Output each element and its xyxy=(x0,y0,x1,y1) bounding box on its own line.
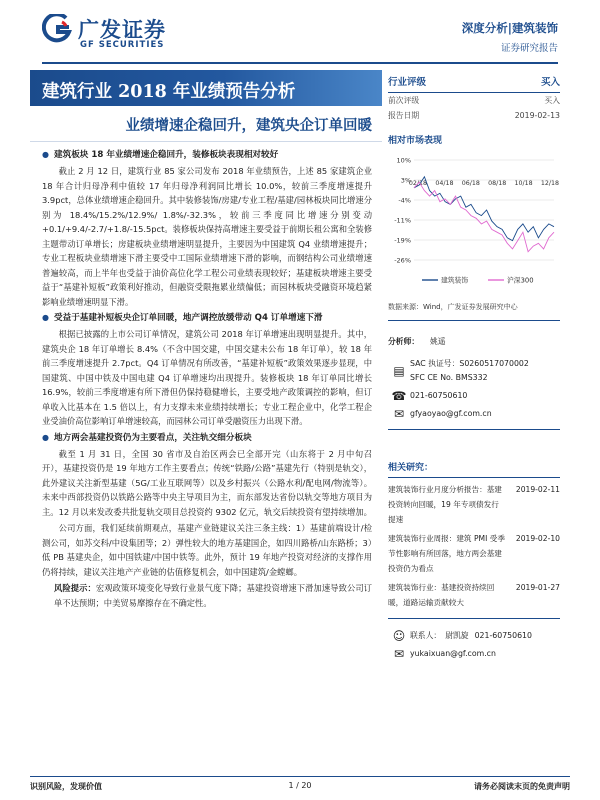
phone-icon: ☎ xyxy=(391,389,407,403)
report-date-label: 报告日期 xyxy=(388,111,420,120)
analyst-sac: SAC 执证号：S0260517070002 xyxy=(410,359,529,368)
paragraph-4: 公司方面，我们延续前期观点，基建产业链建议关注三条主线：1）基建前端设计/检测公司，如苏交科/中设集团等；2）弹性较大的地方基建国企，如四川路桥/山东路桥；3）低 PB 基建央企，如中国铁建/中国中铁等。此外，预计 19 年地产投资对经济的支撑作用仍将持续，建议关注地产产业链的估值修复机会，如中国建筑/金螳螂。 xyxy=(42,523,372,577)
related-item-date: 2019-02-10 xyxy=(515,534,560,543)
legend-label: 建筑装饰 xyxy=(441,276,469,285)
prev-rating-label: 前次评级 xyxy=(388,96,420,105)
paragraph-1: 截止 2 月 12 日，建筑行业 85 家公司发布 2018 年业绩预告，上述 85 家建筑企业 18 年合计归母净利中值较 17 年归母净利润同比增长 10.0%，较前三季度增速提升 3.9pct，总体业绩增速企稳回升。其中装修装饰/房建/专业工程/基建/园林板块同比增速分别为 18.4%/15.2%/12.9%/ 1.8%/-32.3%，较前三季度同比增速分别变动+0.1/+9.4/-2.7/+1.8/-15.5pct。装修板块保持高增速主要受益于前期长租公寓和全装修主题带动订单增长；房建板块业绩增速明显提升，主要因为中国建筑 Q4 业绩增速提升；专业工程板块业绩增速下滑主要受中工国际业绩增速下滑的影响，而钢结构公司业绩增速普遍较高，而上半年也受益于油价高位化学工程公司业绩表现较好；基建板块增速主要受益于“基建补短板”政策利好推动，但融资受限拖累业绩偏低；而园林板块受融资环境趋紧影响业绩增速明显下滑。 xyxy=(42,166,372,307)
key-point-1: ● 建筑板块 18 年业绩增速企稳回升，装修板块表现相对较好 xyxy=(42,148,372,162)
market-chart-svg xyxy=(388,152,560,298)
contact-email[interactable]: yukaixuan@gf.com.cn xyxy=(410,649,496,658)
related-item[interactable] xyxy=(388,482,560,527)
x-tick-label: 02/18 xyxy=(408,179,428,187)
page-number: 1 / 20 xyxy=(288,781,312,790)
risk-paragraph xyxy=(42,581,372,610)
analyst-email[interactable]: gfyaoyao@gf.com.cn xyxy=(410,409,492,418)
prev-rating-value: 买入 xyxy=(544,96,560,105)
page-title: 建筑行业 2018 年业绩预告分析 xyxy=(42,82,296,102)
y-tick-label: -11% xyxy=(394,216,411,225)
report-date-value: 2019-02-13 xyxy=(514,111,560,120)
x-tick-label: 04/18 xyxy=(435,179,454,187)
market-performance-title: 相对市场表现 xyxy=(388,136,443,146)
report-type: 证券研究报告 xyxy=(500,43,558,54)
rating-label: 行业评级 xyxy=(388,77,427,88)
prev-rating-row xyxy=(388,93,560,108)
footer-slogan: 识别风险，发现价值 xyxy=(30,782,102,791)
y-tick-label: 3% xyxy=(400,176,411,185)
contact-name: 尉凯旋 xyxy=(445,631,469,640)
page-subtitle: 业绩增速企稳回升，建筑央企订单回暖 xyxy=(125,117,372,134)
related-item-text: 建筑装饰行业月度分析报告：基建投资转向回暖，19 年专项债发行提速 xyxy=(388,485,502,524)
related-item-text: 建筑装饰行业：基建投资持续回暖，道路运输贡献较大 xyxy=(388,583,495,607)
logo-text: 广发证券 xyxy=(78,18,166,42)
related-item-date: 2019-01-27 xyxy=(515,583,560,592)
email-icon: ✉ xyxy=(393,647,405,661)
footer-disclaimer[interactable]: 请务必阅读末页的免责声明 xyxy=(474,782,570,791)
analyst-phone: 021-60750610 xyxy=(410,391,468,400)
key-point-3: ● 地方两会基建投资仍为主要看点，关注轨交细分板块 xyxy=(42,431,372,445)
subtitle-box xyxy=(30,106,382,142)
header-divider xyxy=(42,62,558,64)
sidebar xyxy=(388,74,560,663)
report-date-row xyxy=(388,108,560,123)
analyst-block xyxy=(388,329,560,430)
related-item-date: 2019-02-11 xyxy=(515,485,560,494)
x-tick-label: 06/18 xyxy=(461,179,480,187)
x-tick-label: 08/18 xyxy=(488,179,507,187)
analyst-name: 姚遥 xyxy=(430,336,446,346)
contact-block xyxy=(388,618,560,663)
paragraph-2: 根据已披露的上市公司订单情况，建筑公司 2018 年订单增速出现明显提升。其中，建筑央企 18 年订单增长 8.4%（不含中国交建，中国交建未公布 18 年订单），较 18 年前三季度增速提升 2.7pct。Q4 订单情况有所改善，“基建补短板”政策效果逐步显现，中国建筑、中国中铁及中国电建 Q4 订单增速均出现提升。装修板块 18 年订单同比增长 16.9%，较前三季度增速有所下滑但仍保持稳健增长，主要受地产政策调控的影响，但订单收入比基本在 1.5 倍以上，有力支撑未来业绩持续增长；专业工程企业中，化学工程企业受油价高位影响订单增速较高，而园林公司订单受融资压力出现下滑。 xyxy=(42,329,372,426)
key-point-2: ● 受益于基建补短板央企订单回暖，地产调控放缓带动 Q4 订单增速下滑 xyxy=(42,311,372,325)
y-tick-label: 10% xyxy=(396,156,411,165)
page-header xyxy=(0,0,600,66)
legend-label: 沪深300 xyxy=(507,276,534,285)
y-tick-label: -4% xyxy=(398,196,411,205)
x-tick-label: 12/18 xyxy=(540,179,560,187)
chart-source: 数据来源：Wind，广发证券发展研究中心 xyxy=(388,302,560,321)
y-tick-label: -19% xyxy=(394,236,411,245)
main-content xyxy=(42,148,372,612)
paragraph-3: 截至 1 月 31 日，全国 30 省市及自治区两会已全部开完（山东将于 2 月中旬召开），基建投资仍是 19 年地方工作主要看点；传统“铁路/公路”基建先行（特别是轨交），此外建议关注新型基建（5G/工业互联网等）以及乡村振兴（公路水利/配电网/物流等）。未来中西部投资仍以铁路公路等中央主导项目为主，而东部发达省份以轨交等地方项目为主。12 月以来发改委共批复轨交项目总投资约 9302 亿元，轨交后续投资有望持续增加。 xyxy=(42,448,372,517)
market-chart xyxy=(388,152,560,298)
report-category: 深度分析|建筑装饰 xyxy=(461,21,558,35)
rating-value: 买入 xyxy=(540,77,560,88)
logo-subtext: GF SECURITIES xyxy=(80,40,165,50)
risk-text: 宏观政策环境变化导致行业景气度下降；基建投资增速下滑加速导致公司订单不达预期；中美贸易摩擦存在不确定性。 xyxy=(54,583,372,608)
risk-label: 风险提示： xyxy=(54,583,96,593)
id-card-icon: ▤ xyxy=(393,364,405,378)
analyst-sfc: SFC CE No. BMS332 xyxy=(410,373,488,382)
contact-phone: 021-60750610 xyxy=(474,631,532,640)
x-tick-label: 10/18 xyxy=(514,179,533,187)
related-item[interactable] xyxy=(388,580,560,610)
y-tick-label: -26% xyxy=(394,256,411,265)
gf-logo-icon xyxy=(42,14,72,44)
rating-header xyxy=(388,74,560,93)
related-item[interactable] xyxy=(388,531,560,576)
person-icon: ☺ xyxy=(392,629,406,643)
analyst-label: 分析师： xyxy=(388,336,420,346)
related-research-title: 相关研究： xyxy=(388,460,560,478)
contact-label: 联系人： xyxy=(410,631,442,640)
email-icon: ✉ xyxy=(393,407,405,421)
footer-divider xyxy=(30,776,570,777)
related-item-text: 建筑装饰行业周报：建筑 PMI 受季节性影响有所回落，地方两会基建投资仍为看点 xyxy=(388,534,505,573)
